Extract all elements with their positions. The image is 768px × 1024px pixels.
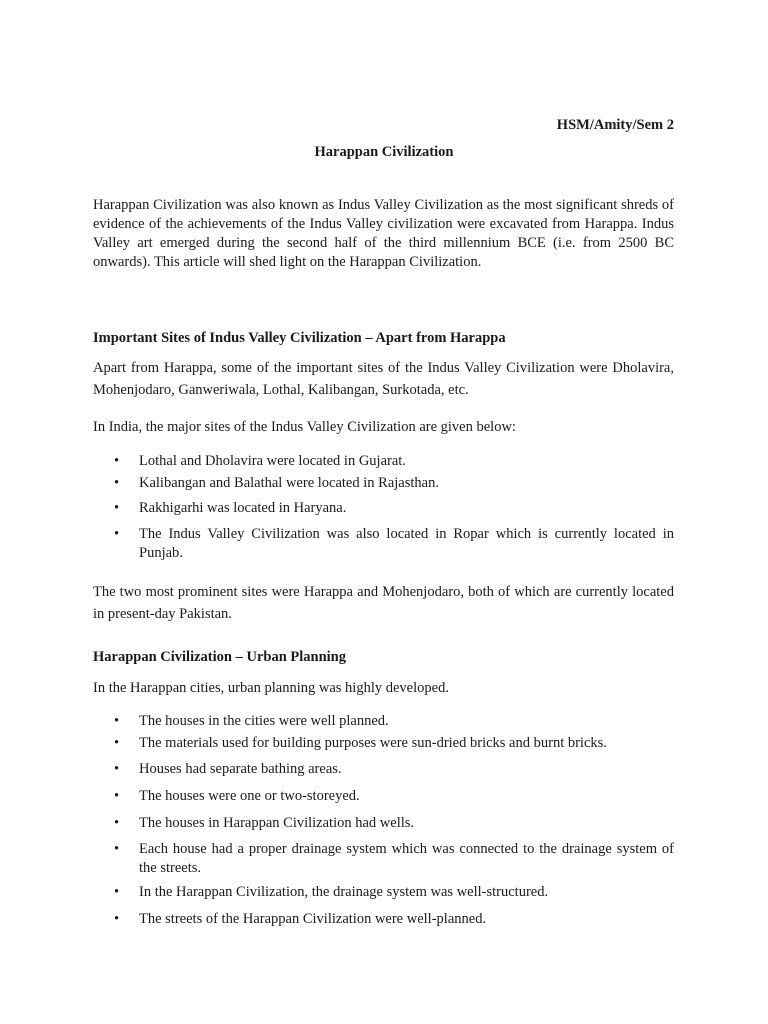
list-item: [93, 452, 674, 474]
bullet-icon: •: [114, 788, 120, 804]
bullet-icon: •: [114, 526, 120, 542]
bullet-icon: •: [114, 911, 120, 927]
list-item: [93, 910, 674, 929]
list-item: [93, 712, 674, 734]
list-item: [93, 840, 674, 883]
list-item: [93, 525, 674, 563]
list-item: [93, 787, 674, 814]
list-item: [93, 474, 674, 499]
section-heading-sites: Important Sites of Indus Valley Civilization – Apart from Harappa: [93, 330, 506, 346]
list-item: [93, 734, 674, 760]
sites-intro-paragraph: In India, the major sites of the Indus Valley Civilization are given below:: [93, 419, 516, 435]
list-item-text: Each house had a proper drainage system which was connected to the drainage system of the streets.: [139, 841, 674, 876]
page-title: Harappan Civilization: [314, 144, 454, 160]
intro-paragraph: Harappan Civilization was also known as Indus Valley Civilization as the most significant shreds of evidence of the achievements of the Indus Valley civilization were excavated from Harappa. Indus Valley art emerged during the second half of the third millennium BCE (i.e. from 2500 BC onwards). This article will shed light on the Harappan Civilization.: [93, 197, 674, 270]
bullet-icon: •: [114, 453, 120, 469]
list-item-text: Kalibangan and Balathal were located in Rajasthan.: [139, 475, 439, 491]
prominent-sites-paragraph: The two most prominent sites were Harappa and Mohenjodaro, both of which are currently located in present-day Pakistan.: [93, 584, 674, 622]
bullet-icon: •: [114, 713, 120, 729]
list-item: [93, 814, 674, 840]
list-item-text: The houses in the cities were well planned.: [139, 713, 389, 729]
list-item: [93, 499, 674, 525]
list-item: [93, 883, 674, 910]
list-item-text: Rakhigarhi was located in Haryana.: [139, 500, 347, 516]
list-item-text: The streets of the Harappan Civilization were well-planned.: [139, 911, 487, 927]
list-item-text: The houses were one or two-storeyed.: [139, 788, 360, 804]
course-code: HSM/Amity/Sem 2: [556, 117, 674, 133]
list-item: [93, 760, 674, 787]
bullet-icon: •: [114, 735, 120, 751]
list-item-text: The Indus Valley Civilization was also located in Ropar which is currently located in Punjab.: [139, 526, 674, 561]
list-item-text: The houses in Harappan Civilization had wells.: [139, 815, 415, 831]
list-item-text: Lothal and Dholavira were located in Gujarat.: [139, 453, 406, 469]
list-item-text: In the Harappan Civilization, the drainage system was well-structured.: [139, 884, 549, 900]
bullet-icon: •: [114, 841, 120, 857]
section-heading-urban-planning: Harappan Civilization – Urban Planning: [93, 649, 346, 665]
bullet-icon: •: [114, 761, 120, 777]
list-item-text: Houses had separate bathing areas.: [139, 761, 342, 777]
sites-paragraph: Apart from Harappa, some of the important sites of the Indus Valley Civilization were Dholavira, Mohenjodaro, Ganweriwala, Lothal, Kalibangan, Surkotada, etc.: [93, 360, 674, 398]
bullet-icon: •: [114, 500, 120, 516]
urban-planning-paragraph: In the Harappan cities, urban planning was highly developed.: [93, 680, 449, 696]
bullet-icon: •: [114, 815, 120, 831]
sites-bullet-list: [93, 452, 674, 563]
bullet-icon: •: [114, 475, 120, 491]
urban-planning-bullet-list: [93, 712, 674, 929]
bullet-icon: •: [114, 884, 120, 900]
list-item-text: The materials used for building purposes were sun-dried bricks and burnt bricks.: [139, 735, 607, 751]
